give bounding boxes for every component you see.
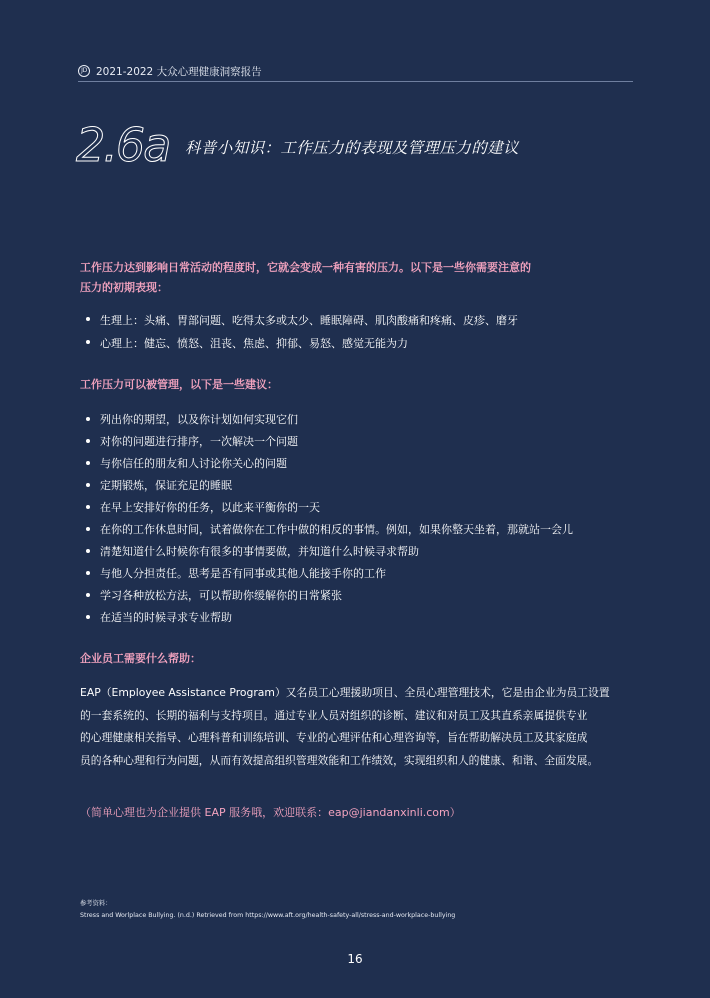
references bbox=[80, 898, 455, 922]
eap-paragraph bbox=[80, 682, 642, 772]
list-item: 学习各种放松方法，可以帮助你缓解你的日常紧张 bbox=[84, 585, 644, 607]
list-item: 与你信任的朋友和人讨论你关心的问题 bbox=[84, 453, 644, 475]
list-item: 心理上：健忘、愤怒、沮丧、焦虑、抑郁、易怒、感觉无能为力 bbox=[84, 332, 644, 355]
advice-list bbox=[84, 409, 644, 629]
eap-line: 员的各种心理和行为问题，从而有效提高组织管理效能和工作绩效，实现组织和人的健康、和谐、全面发展。 bbox=[80, 753, 599, 767]
brand-logo-icon: JD bbox=[78, 65, 90, 77]
report-title: 2021-2022 大众心理健康洞察报告 bbox=[96, 65, 262, 78]
eap-heading: 企业员工需要什么帮助： bbox=[80, 652, 201, 665]
list-item: 在早上安排好你的任务，以此来平衡你的一天 bbox=[84, 497, 644, 519]
header-divider bbox=[78, 81, 633, 82]
advice-heading: 工作压力可以被管理，以下是一些建议： bbox=[80, 378, 278, 391]
eap-line: 的心理健康相关指导、心理科普和训练培训、专业的心理评估和心理咨询等，旨在帮助解决员工及其家庭成 bbox=[80, 731, 588, 744]
eap-line: 的一套系统的、长期的福利与支持项目。通过专业人员对组织的诊断、建议和对员工及其直系亲属提供专业 bbox=[80, 708, 588, 722]
section-title: 科普小知识：工作压力的表现及管理压力的建议 bbox=[185, 139, 519, 157]
references-entry: Stress and Worlplace Bullying. (n.d.) Retrieved from https://www.aft.org/health-safety-all/stress-and-workplace-bullying bbox=[80, 912, 456, 919]
section-number-text: 2.6a bbox=[76, 118, 170, 172]
eap-contact: （简单心理也为企业提供 EAP 服务哦，欢迎联系：eap@jiandanxinli.com） bbox=[80, 806, 461, 819]
list-item: 在适当的时候寻求专业帮助 bbox=[84, 607, 644, 629]
section-number bbox=[74, 113, 174, 173]
symptoms-list bbox=[84, 309, 644, 355]
references-label: 参考资料： bbox=[80, 900, 112, 907]
list-item: 对你的问题进行排序，一次解决一个问题 bbox=[84, 431, 644, 453]
list-item: 定期锻炼，保证充足的睡眠 bbox=[84, 475, 644, 497]
list-item: 在你的工作休息时间，试着做你在工作中做的相反的事情。例如，如果你整天坐着，那就站一会儿 bbox=[84, 519, 644, 541]
eap-line: EAP（Employee Assistance Program）又名员工心理援助项目、全员心理管理技术，它是由企业为员工设置 bbox=[80, 686, 610, 699]
list-item: 清楚知道什么时候你有很多的事情要做，并知道什么时候寻求帮助 bbox=[84, 541, 644, 563]
list-item: 生理上：头痛、胃部问题、吃得太多或太少、睡眠障碍、肌肉酸痛和疼痛、皮疹、磨牙 bbox=[84, 309, 644, 332]
list-item: 与他人分担责任。思考是否有同事或其他人能接手你的工作 bbox=[84, 563, 644, 585]
page-number: 16 bbox=[347, 952, 363, 966]
report-header bbox=[78, 62, 633, 80]
symptoms-heading-line2: 压力的初期表现： bbox=[80, 281, 168, 294]
symptoms-heading bbox=[80, 258, 640, 298]
list-item: 列出你的期望，以及你计划如何实现它们 bbox=[84, 409, 644, 431]
symptoms-heading-line1: 工作压力达到影响日常活动的程度时，它就会变成一种有害的压力。以下是一些你需要注意的 bbox=[80, 261, 531, 274]
